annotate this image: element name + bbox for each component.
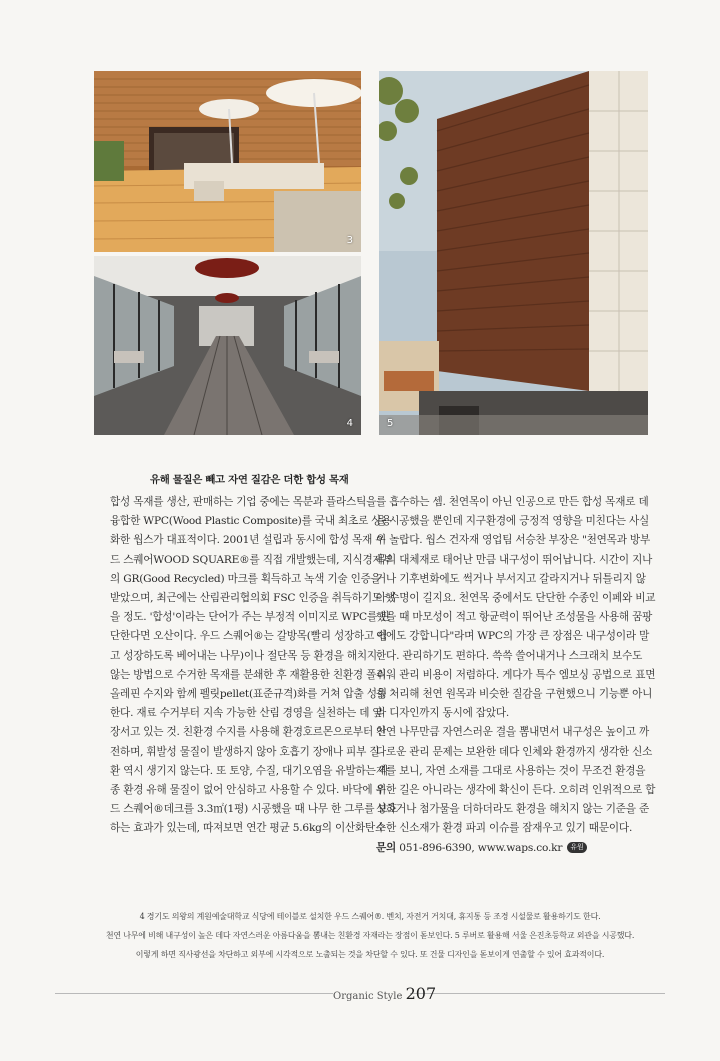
footer-divider: [410, 993, 665, 994]
body-line: 의 GR(Good Recycled) 마크를 획득하고 녹색 기술 인증을: [110, 572, 381, 585]
body-line: 이 놀랍다. 웝스 건자재 영업팀 서승찬 부장은 "천연목과 방부: [376, 534, 650, 547]
photo-number: 4: [346, 418, 353, 429]
caption-line: 이렇게 하면 직사광선을 차단하고 외부에 시각적으로 노출되는 것을 차단할 수 있다. 또 건물 디자인을 돋보이게 연출할 수 있어 효과적이다.: [135, 950, 605, 959]
body-line: 을 정도. '합성'이라는 단어가 주는 부정적 이미지로 WPC를 판: [110, 611, 391, 624]
body-line: 한다. 재료 수거부터 지속 가능한 산림 경영을 실천하는 데 앞: [110, 707, 383, 720]
body-line: 성하거나 첨가물을 더하더라도 환경을 해치지 않는 기준을 준: [376, 803, 650, 816]
body-line: 드 스퀘어WOOD SQUARE®를 직접 개발했는데, 지식경제부: [110, 553, 393, 566]
body-line: 장서고 있는 것. 친환경 수지를 사용해 환경호르몬으로부터 안: [110, 726, 387, 739]
article-headline: 유해 물질은 빼고 자연 질감은 더한 합성 목재: [150, 474, 349, 486]
body-line: 을 처리해 천연 원목과 비슷한 질감을 구현했으니 기능뿐 아니: [376, 688, 653, 701]
body-line: 했을 때 마모성이 적고 항균력이 뛰어난 조성물을 사용해 꿈팡: [376, 611, 653, 624]
body-line: 아 수명이 길지요. 천연목 중에서도 단단한 수종인 이페와 비교: [376, 592, 656, 605]
contact-info: 051-896-6390, www.waps.co.kr: [399, 841, 563, 854]
body-line: 화한 웝스가 대표적이다. 2001년 설립과 동시에 합성 목재 우: [110, 534, 386, 547]
body-line: 다로운 관리 문제는 보완한 데다 인체와 환경까지 생각한 신소: [376, 745, 653, 758]
photo-number: 3: [346, 235, 353, 246]
footer-divider: [55, 993, 333, 994]
body-line: 천연 나무만큼 자연스러운 결을 뽐내면서 내구성은 높이고 까: [376, 726, 650, 739]
body-line: 받았으며, 최근에는 산림관리협의회 FSC 인증을 취득하기도 했: [110, 592, 396, 605]
photo-number: 5: [387, 418, 394, 429]
body-line: 환 역시 생기지 않는다. 또 토양, 수질, 대기오염을 유발하는 각: [110, 764, 389, 777]
body-line: 이에도 강합니다"라며 WPC의 가장 큰 장점은 내구성이라 말: [376, 630, 650, 643]
body-line: 고 성장하도록 베어내는 나무)이나 절단목 등 환경을 해치지: [110, 649, 377, 662]
magazine-name: Organic Style: [333, 991, 403, 1002]
photo-deck-terrace: [94, 71, 361, 252]
body-line: 수한 신소재가 환경 파괴 이슈를 잠재우고 있기 때문이다.: [376, 822, 633, 835]
body-line: 쉬워 관리 비용이 저렴하다. 게다가 특수 엠보싱 공법으로 표면: [376, 668, 656, 681]
body-line: 합성 목재를 생산, 판매하는 기업 중에는 목분과 플라스틱을: [110, 496, 377, 508]
body-line: 융합한 WPC(Wood Plastic Composite)를 국내 최초로 상용: [110, 515, 392, 528]
body-line: 거나 기후변화에도 썩거나 부서지고 갈라지거나 뒤틀리지 않: [376, 572, 646, 585]
body-line: 단한다면 오산이다. 우드 스퀘어®는 갈방목(빨리 성장하고 쉽: [110, 630, 388, 643]
body-line: 을 시공했을 뿐인데 지구환경에 긍정적 영향을 미친다는 사실: [376, 515, 650, 528]
body-line: 목의 대체재로 태어난 만큼 내구성이 뛰어납니다. 시간이 지나: [376, 553, 653, 566]
article-column-right: [376, 493, 656, 858]
page-number: 207: [405, 984, 437, 1003]
body-line: 전하며, 휘발성 물질이 발생하지 않아 호흡기 장애나 피부 질: [110, 745, 380, 758]
body-line: 라 디자인까지 동시에 잡았다.: [376, 707, 510, 720]
body-line: 위한 길은 아니라는 생각에 확신이 든다. 오히려 인위적으로 합: [376, 784, 656, 797]
body-line: 올레핀 수지와 함께 펠릿pellet(표준규격)화를 거쳐 압출 성형: [110, 688, 387, 701]
body-line: 를 흡수하는 셈. 천연목이 아닌 인공으로 만든 합성 목재로 데: [376, 496, 649, 508]
page-footer: [333, 984, 436, 1003]
article-column-left: [110, 493, 398, 839]
body-line: 한다. 관리하기도 편하다. 쓱쓱 쓸어내거나 스크래치 보수도: [376, 649, 643, 662]
body-line: 재를 보니, 자연 소재를 그대로 사용하는 것이 무조건 환경을: [376, 764, 646, 777]
caption-line: 천연 나무에 비해 내구성이 높은 데다 자연스러운 아름다움을 뽐내는 친환경 자재라는 장점이 돋보인다. 5 루버로 활용해 서울 은진초등학교 외관을 시공했다.: [105, 931, 635, 940]
contact-label: 문의: [376, 841, 397, 854]
photo-school-facade: [379, 71, 648, 435]
body-line: 종 환경 유해 물질이 없어 안심하고 사용할 수 있다. 바닥에 우: [110, 784, 386, 797]
photo-captions: [100, 907, 640, 964]
body-line: 하는 효과가 있는데, 따져보면 연간 평균 5.6kg의 이산화탄소: [110, 822, 386, 835]
caption-line: 4 경기도 의왕의 계원예술대학교 식당에 테이블로 설치한 우드 스퀘어®. 벤치, 자전거 거치대, 휴지통 등 조경 시설물로 활용하기도 한다.: [139, 912, 601, 921]
photo-cafeteria: [94, 256, 361, 435]
body-line: 않는 방법으로 수거한 목재를 분쇄한 후 재활용한 친환경 폴리: [110, 668, 387, 681]
body-line: 드 스퀘어®데크를 3.3㎡(1평) 시공했을 때 나무 한 그루를 보호: [110, 803, 398, 816]
contact-line: [376, 839, 640, 858]
badge-icon: 유원: [567, 842, 586, 853]
